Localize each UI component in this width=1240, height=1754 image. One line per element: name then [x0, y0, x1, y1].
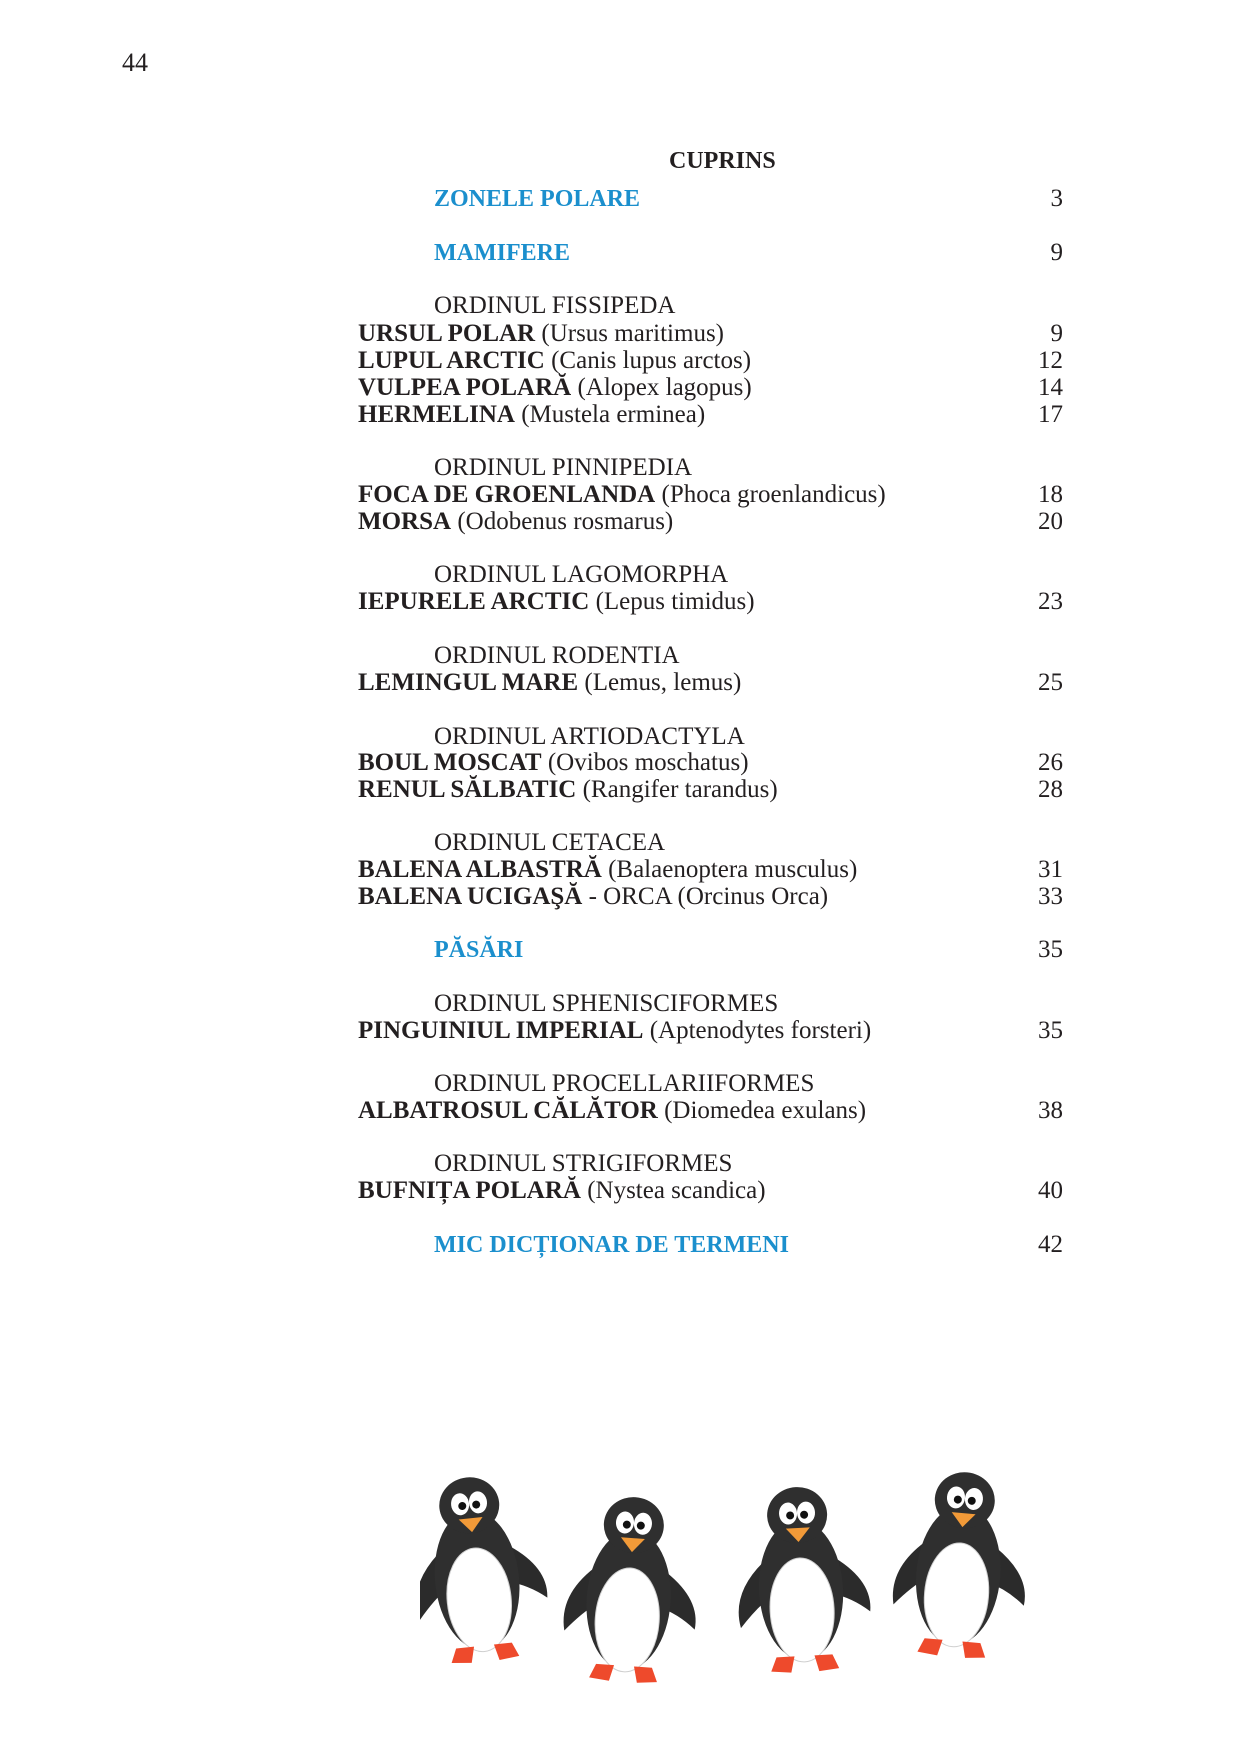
- scientific-name: (Diomedea exulans): [657, 1097, 867, 1124]
- scientific-name: (Rangifer tarandus): [576, 776, 778, 803]
- toc-entry-text: [358, 748, 749, 778]
- toc-page-number: 12: [1038, 347, 1063, 374]
- toc-page-number: 35: [1038, 1017, 1063, 1044]
- animal-name: IEPURELE ARCTIC: [358, 588, 590, 615]
- toc-entry-text: [358, 587, 755, 617]
- toc-entry: [358, 346, 1063, 376]
- scientific-name: (Canis lupus arctos): [544, 347, 752, 374]
- toc-entry-text: MIC DICȚIONAR DE TERMENI: [434, 1232, 789, 1258]
- toc-entry-text: MAMIFERE: [434, 240, 570, 266]
- toc-entry: [358, 775, 1063, 805]
- animal-name: RENUL SĂLBATIC: [358, 776, 577, 803]
- toc-entry-text: [358, 1016, 871, 1046]
- toc-entry: [358, 1176, 1063, 1206]
- toc-entry: [358, 855, 1063, 885]
- toc-section-entry: [358, 1230, 1063, 1260]
- toc-page-number: 31: [1038, 856, 1063, 883]
- scientific-name: (Balaenoptera musculus): [601, 856, 858, 883]
- scientific-name: (Lemus, lemus): [578, 669, 742, 696]
- toc-entry: [358, 668, 1063, 698]
- toc-entry: [358, 480, 1063, 510]
- toc-page-number: 18: [1038, 481, 1063, 508]
- animal-name: FOCA DE GROENLANDA: [358, 481, 656, 508]
- toc-entry-text: [358, 319, 724, 349]
- toc-section-entry: [358, 935, 1063, 965]
- animal-name: MORSA: [358, 508, 452, 535]
- toc-entry-text: [358, 400, 705, 430]
- toc-page-number: 26: [1038, 749, 1063, 776]
- toc-page-number: 33: [1038, 883, 1063, 910]
- toc-page-number: 38: [1038, 1097, 1063, 1124]
- toc-section-entry: [358, 238, 1063, 268]
- toc-entry: [358, 373, 1063, 403]
- toc-entry-text: [358, 1096, 866, 1126]
- toc-page-number: 28: [1038, 776, 1063, 803]
- toc-entry-text: [358, 1176, 766, 1206]
- animal-name: BOUL MOSCAT: [358, 749, 542, 776]
- toc-entry-text: ORDINUL SPHENISCIFORMES: [434, 990, 779, 1017]
- toc-entry-text: ORDINUL PROCELLARIIFORMES: [434, 1070, 815, 1097]
- animal-name: URSUL POLAR: [358, 320, 536, 347]
- scientific-name: (Alopex lagopus): [571, 374, 752, 401]
- toc-entry: [358, 882, 1063, 912]
- toc-entry-text: ORDINUL LAGOMORPHA: [434, 561, 729, 588]
- penguin-icon: [888, 1467, 1036, 1663]
- toc-entry-text: [358, 855, 857, 885]
- toc-page-number: 20: [1038, 508, 1063, 535]
- toc-entry-text: [358, 346, 751, 376]
- toc-entry-text: [358, 668, 741, 698]
- toc-entry-text: ZONELE POLARE: [434, 186, 641, 212]
- scientific-name: (Phoca groenlandicus): [655, 481, 886, 508]
- toc-entry-text: ORDINUL CETACEA: [434, 829, 666, 856]
- toc-order-heading: [358, 641, 1063, 671]
- toc-page-number: 23: [1038, 588, 1063, 615]
- toc-order-heading: [358, 560, 1063, 590]
- toc-entry-text: PĂSĂRI: [434, 937, 524, 963]
- toc-page-number: 3: [1050, 185, 1063, 212]
- animal-name: VULPEA POLARĂ: [358, 374, 572, 401]
- toc-order-heading: [358, 1069, 1063, 1099]
- toc-entry-text: ORDINUL STRIGIFORMES: [434, 1150, 733, 1177]
- toc-section-entry: [358, 184, 1063, 214]
- toc-page-number: 42: [1038, 1231, 1063, 1258]
- page-number: 44: [122, 48, 148, 77]
- penguin-icon: [560, 1493, 705, 1687]
- animal-name: BUFNIȚA POLARĂ: [358, 1177, 581, 1204]
- toc-order-heading: [358, 291, 1063, 321]
- toc-page-number: 40: [1038, 1177, 1063, 1204]
- toc-entry-text: [358, 480, 886, 510]
- penguin-icon: [732, 1484, 873, 1676]
- toc-entry-text: ORDINUL FISSIPEDA: [434, 292, 676, 319]
- toc-entry-text: ORDINUL ARTIODACTYLA: [434, 723, 745, 750]
- toc-entry: [358, 400, 1063, 430]
- animal-name: BALENA ALBASTRĂ: [358, 856, 602, 883]
- scientific-name: (Aptenodytes forsteri): [643, 1017, 872, 1044]
- toc-entry-text: ORDINUL RODENTIA: [434, 642, 680, 669]
- animal-name: HERMELINA: [358, 401, 515, 428]
- toc-entry-text: [358, 507, 673, 537]
- toc-page-number: 9: [1050, 239, 1063, 266]
- toc-order-heading: [358, 1149, 1063, 1179]
- toc-page-number: 35: [1038, 936, 1063, 963]
- scientific-name: (Ovibos moschatus): [541, 749, 749, 776]
- scientific-name: (Mustela erminea): [514, 401, 706, 428]
- penguin-icon: [420, 1470, 554, 1668]
- toc-order-heading: [358, 453, 1063, 483]
- scientific-name: (Odobenus rosmarus): [451, 508, 674, 535]
- animal-name: ALBATROSUL CĂLĂTOR: [358, 1097, 658, 1124]
- toc-entry: [358, 1096, 1063, 1126]
- toc-entry-text: [358, 882, 828, 912]
- scientific-name: (Ursus maritimus): [535, 320, 724, 347]
- toc-entry: [358, 587, 1063, 617]
- animal-name: LEMINGUL MARE: [358, 669, 579, 696]
- penguin-illustration: [420, 1440, 1040, 1690]
- scientific-name: (Nystea scandica): [580, 1177, 766, 1204]
- toc-page-number: 17: [1038, 401, 1063, 428]
- toc-entry-text: ORDINUL PINNIPEDIA: [434, 454, 693, 481]
- toc-title: CUPRINS: [669, 148, 776, 174]
- animal-name: LUPUL ARCTIC: [358, 347, 545, 374]
- toc-order-heading: [358, 989, 1063, 1019]
- animal-name: PINGUINIUL IMPERIAL: [358, 1017, 644, 1044]
- toc-entry: [358, 507, 1063, 537]
- toc-page-number: 14: [1038, 374, 1063, 401]
- toc-order-heading: [358, 828, 1063, 858]
- toc-entry-text: [358, 373, 752, 403]
- toc-entry: [358, 319, 1063, 349]
- toc-entry: [358, 1016, 1063, 1046]
- toc-entry-text: [358, 775, 778, 805]
- toc-entry: [358, 748, 1063, 778]
- scientific-name: - ORCA (Orcinus Orca): [582, 883, 829, 910]
- toc-page-number: 9: [1050, 320, 1063, 347]
- animal-name: BALENA UCIGAŞĂ: [358, 883, 583, 910]
- scientific-name: (Lepus timidus): [589, 588, 755, 615]
- toc-page-number: 25: [1038, 669, 1063, 696]
